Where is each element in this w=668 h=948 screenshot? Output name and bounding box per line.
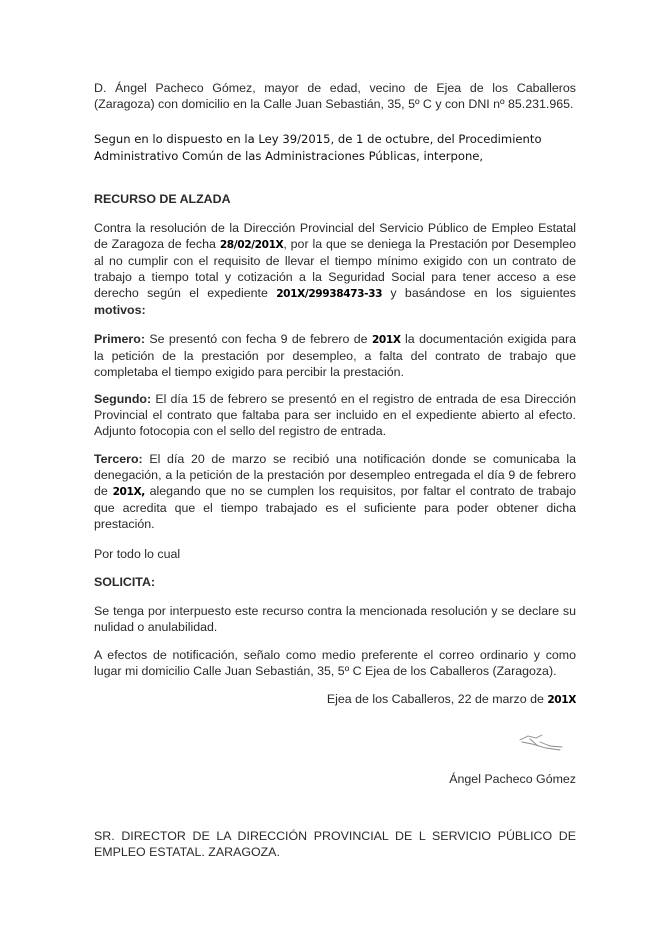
- expediente-number: 201X/29938473-33: [276, 288, 383, 300]
- segundo-paragraph: [94, 391, 576, 439]
- resolution-date: 28/02/201X: [219, 239, 284, 251]
- addressee-paragraph: SR. DIRECTOR DE LA DIRECCIÓN PROVINCIAL DE L SERVICIO PÚBLICO DE EMPLEO ESTATAL. ZARAGOZA.: [94, 829, 576, 859]
- contra-paragraph: [94, 220, 576, 318]
- contra-text-3: y basándose en los siguientes: [390, 286, 576, 300]
- tercero-text-1: El día 20 de marzo se recibió una notificación donde se comunicaba la denegación, a la petición de la prestación por desempleo entregada el día 9 de febrero de: [94, 452, 576, 498]
- primero-text-2: la documentación exigida para la petición de la prestación por desempleo, a falta del contrato de trabajo que completaba el tiempo exigido para percibir la prestación.: [94, 332, 576, 379]
- legal-basis-paragraph: Segun en lo dispuesto en la Ley 39/2015, de 1 de octubre, del Procedimiento Administrativo Común de las Administraciones Públicas, interpone,: [94, 132, 542, 163]
- place-date-text: Ejea de los Caballeros, 22 de marzo de: [326, 692, 544, 706]
- notificacion-paragraph: A efectos de notificación, señalo como medio preferente el correo ordinario y como lugar mi domicilio Calle Juan Sebastián, 35, 5º C Ejea de los Caballeros (Zaragoza).: [94, 648, 576, 678]
- tercero-year: 201X,: [112, 486, 145, 498]
- intro-paragraph: D. Ángel Pacheco Gómez, mayor de edad, vecino de Ejea de los Caballeros (Zaragoza) con domicilio en la Calle Juan Sebastián, 35, 5º C y con DNI nº 85.231.965.: [94, 81, 576, 111]
- por-todo-text: Por todo lo cual: [94, 547, 181, 561]
- solicita-heading: SOLICITA:: [94, 575, 156, 589]
- tercero-text-2: alegando que no se cumplen los requisitos, por faltar el contrato de trabajo que acredita que el tiempo trabajado es el suficiente para poder obtener dicha prestación.: [94, 484, 576, 531]
- segundo-label: Segundo:: [94, 392, 152, 406]
- signature-icon: [516, 730, 566, 754]
- tercero-paragraph: [94, 451, 576, 532]
- primero-paragraph: [94, 331, 576, 380]
- solicita-paragraph: Se tenga por interpuesto este recurso contra la mencionada resolución y se declare su nulidad o anulabilidad.: [94, 604, 576, 634]
- document-title: RECURSO DE ALZADA: [94, 192, 231, 206]
- contra-text-2: , por la que se deniega la Prestación por Desempleo al no cumplir con el requisito de llevar el tiempo mínimo exigido con un contrato de trabajo a tiempo total y cotización a la Seguridad Social para tener acceso a ese derecho según el expediente: [94, 237, 576, 300]
- place-date-line: [94, 691, 576, 708]
- contra-text-1: Contra la resolución de la Dirección Provincial del Servicio Público de Empleo Estatal de Zaragoza de fecha: [94, 221, 576, 251]
- segundo-text: El día 15 de febrero se presentó en el registro de entrada de esa Dirección Provincial el contrato que faltaba para ser incluido en el expediente abierto al efecto. Adjunto fotocopia con el sello del registro de entrada.: [94, 392, 576, 438]
- primero-year: 201X: [371, 334, 401, 346]
- tercero-label: Tercero:: [94, 452, 143, 466]
- primero-text-1: Se presentó con fecha 9 de febrero de: [149, 332, 368, 346]
- primero-label: Primero:: [94, 332, 145, 346]
- motivos-label: motivos:: [94, 303, 146, 317]
- place-date-year: 201X: [547, 694, 576, 706]
- signer-name: Ángel Pacheco Gómez: [449, 772, 576, 786]
